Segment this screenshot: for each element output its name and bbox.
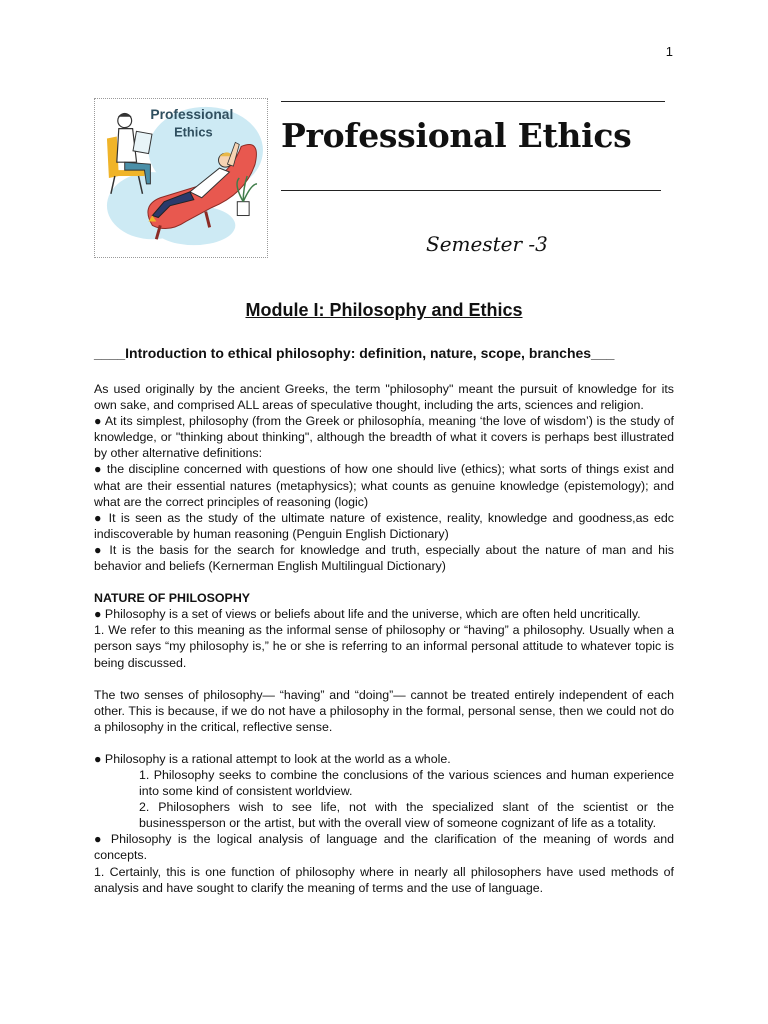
paragraph: 1. We refer to this meaning as the informal sense of philosophy or “having” a philosophy. Usually when a person says “my philosophy is,” he or she is referring to an informal personal attitude to whatever topic is being discussed. <box>94 623 674 670</box>
nature-heading: NATURE OF PHILOSOPHY <box>94 591 251 606</box>
paragraph: 1. Philosophy seeks to combine the conclusions of the various sciences and human experience into some kind of consistent worldview. <box>139 767 674 799</box>
cover-title-line2: Ethics <box>174 124 213 140</box>
semester-label: Semester -3 <box>426 232 548 256</box>
title-rule-top <box>281 101 665 102</box>
cover-title-line1: Professional <box>150 105 234 122</box>
paragraph: ● It is the basis for the search for knowledge and truth, especially about the nature of man and his behavior and beliefs (Kernerman English Multilingual Dictionary) <box>94 542 674 574</box>
page-number: 1 <box>665 44 673 59</box>
document-title: Professional Ethics <box>281 116 632 155</box>
paragraph: The two senses of philosophy— “having” and “doing”— cannot be treated entirely independent of each other. This is because, if we do not have a philosophy in the formal, personal sense, then we could not do a philosophy in the critical, reflective sense. <box>94 687 674 734</box>
paragraph: ● the discipline concerned with questions of how one should live (ethics); what sorts of things exist and what are their essential natures (metaphysics); what counts as genuine knowledge (epistemology); and what are the correct principles of reasoning (logic) <box>94 462 674 509</box>
paragraph: 1. Certainly, this is one function of philosophy where in nearly all philosophers have used methods of analysis and have sought to clarify the meaning of terms and the use of language. <box>94 864 674 895</box>
body-text <box>94 381 674 896</box>
title-rule-bottom <box>281 190 661 191</box>
paragraph: ● Philosophy is a rational attempt to look at the world as a whole. <box>94 751 451 766</box>
module-heading: Module I: Philosophy and Ethics <box>245 300 523 320</box>
paragraph: As used originally by the ancient Greeks, the term "philosophy" meant the pursuit of knowledge for its own sake, and comprised ALL areas of speculative thought, including the arts, sciences and religion. <box>94 382 674 413</box>
cover-illustration <box>94 98 268 258</box>
paragraph: ● It is seen as the study of the ultimate nature of existence, reality, knowledge and goodness,as edc indiscoverable by human reasoning (Penguin English Dictionary) <box>94 510 674 541</box>
section-heading: ____Introduction to ethical philosophy: definition, nature, scope, branches___ <box>94 345 615 361</box>
paragraph: ● At its simplest, philosophy (from the Greek or philosophía, meaning ‘the love of wisdom’) is the study of knowledge, or "thinking about thinking", although the breadth of what it covers is perhaps best illustrated by other alternative definitions: <box>94 414 674 461</box>
paragraph: ● Philosophy is a set of views or beliefs about life and the universe, which are often held uncritically. <box>94 607 641 622</box>
paragraph: ● Philosophy is the logical analysis of language and the clarification of the meaning of words and concepts. <box>94 832 674 863</box>
paragraph: 2. Philosophers wish to see life, not with the specialized slant of the scientist or the businessperson or the artist, but with the overall view of someone cognizant of life as a totality. <box>139 800 674 831</box>
